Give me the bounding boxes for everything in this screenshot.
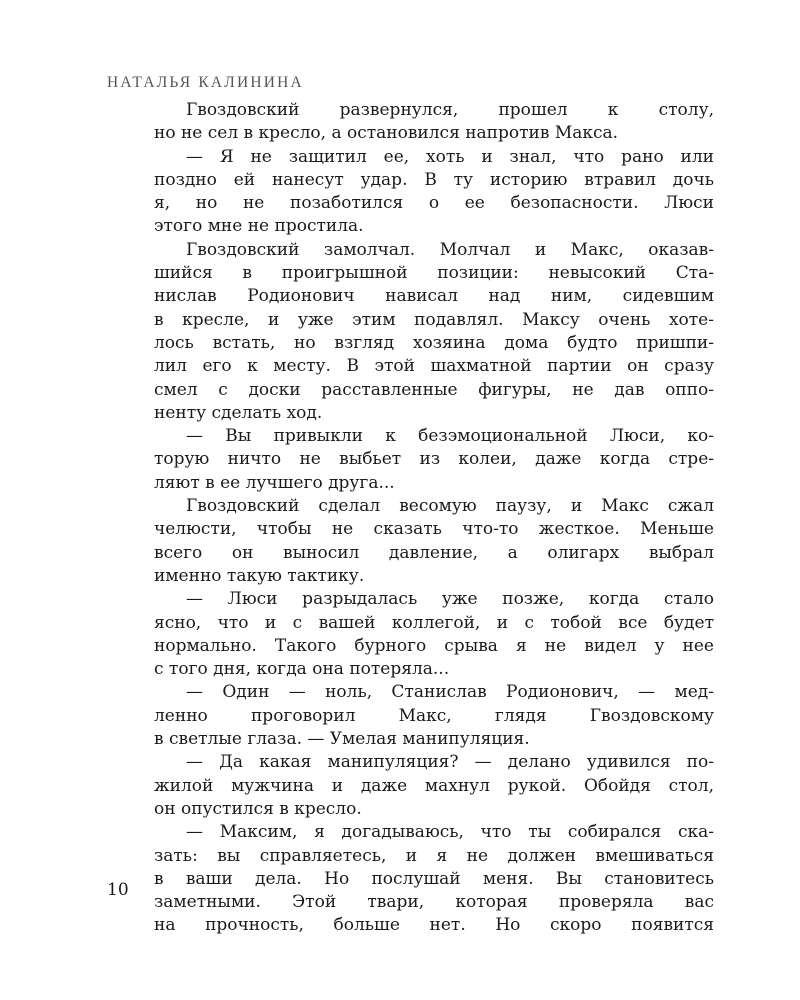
body-text	[154, 99, 714, 938]
text-line: зать: вы справляетесь, и я не должен вмешиваться	[154, 845, 714, 866]
text-line: жилой мужчина и даже махнул рукой. Обойдя стол,	[154, 775, 714, 796]
text-line: — Люси разрыдалась уже позже, когда стало	[186, 589, 714, 610]
text-line: — Вы привыкли к безэмоциональной Люси, ко-	[186, 426, 714, 447]
text-line: челюсти, чтобы не сказать что-то жесткое. Меньше	[154, 519, 714, 540]
text-line: этого мне не простила.	[154, 216, 364, 237]
text-line: нислав Родионович нависал над ним, сидевшим	[154, 286, 714, 307]
text-line: лось встать, но взгляд хозяина дома будто пришпи-	[154, 332, 714, 353]
text-line: ненту сделать ход.	[154, 402, 323, 423]
text-line: в ваши дела. Но послушай меня. Вы становитесь	[154, 868, 714, 889]
text-line: Гвоздовский сделал весомую паузу, и Макс сжал	[186, 496, 714, 517]
text-line: — Максим, я догадываюсь, что ты собирался ска-	[186, 822, 714, 843]
text-line: шийся в проигрышной позиции: невысокий Ста-	[154, 263, 714, 284]
text-line: на прочность, больше нет. Но скоро появится	[154, 915, 714, 936]
text-line: Гвоздовский развернулся, прошел к столу,	[186, 100, 714, 120]
text-line: — Я не защитил ее, хоть и знал, что рано или	[186, 146, 714, 167]
page-number: 10	[107, 880, 129, 900]
text-line: в светлые глаза. — Умелая манипуляция.	[154, 729, 530, 750]
text-line: всего он выносил давление, а олигарх выбрал	[154, 542, 714, 563]
text-line: но не сел в кресло, а остановился напротив Макса.	[154, 123, 619, 144]
text-line: с того дня, когда она потеряла...	[154, 659, 450, 680]
text-line: Гвоздовский замолчал. Молчал и Макс, оказав-	[186, 239, 714, 260]
text-line: лил его к месту. В этой шахматной партии он сразу	[154, 356, 714, 377]
text-line: ясно, что и с вашей коллегой, и с тобой все будет	[154, 612, 714, 633]
running-head: НАТАЛЬЯ КАЛИНИНА	[107, 74, 304, 91]
text-line: именно такую тактику.	[154, 565, 365, 586]
text-line: — Да какая манипуляция? — делано удивился по-	[186, 752, 714, 773]
text-line: смел с доски расставленные фигуры, не дав оппо-	[154, 379, 714, 400]
text-line: нормально. Такого бурного срыва я не видел у нее	[154, 635, 714, 656]
text-line: торую ничто не выбьет из колеи, даже когда стре-	[154, 449, 714, 470]
text-line: я, но не позаботился о ее безопасности. Люси	[154, 193, 714, 214]
text-line: заметными. Этой твари, которая проверяла вас	[154, 892, 714, 913]
text-line: ляют в ее лучшего друга...	[154, 472, 395, 493]
text-line: в кресле, и уже этим подавлял. Максу очень хоте-	[154, 309, 714, 330]
text-line: — Один — ноль, Станислав Родионович, — мед-	[186, 682, 714, 703]
text-line: он опустился в кресло.	[154, 798, 362, 819]
text-line: поздно ей нанесут удар. В ту историю втравил дочь	[154, 169, 714, 190]
text-line: ленно проговорил Макс, глядя Гвоздовскому	[154, 705, 714, 726]
